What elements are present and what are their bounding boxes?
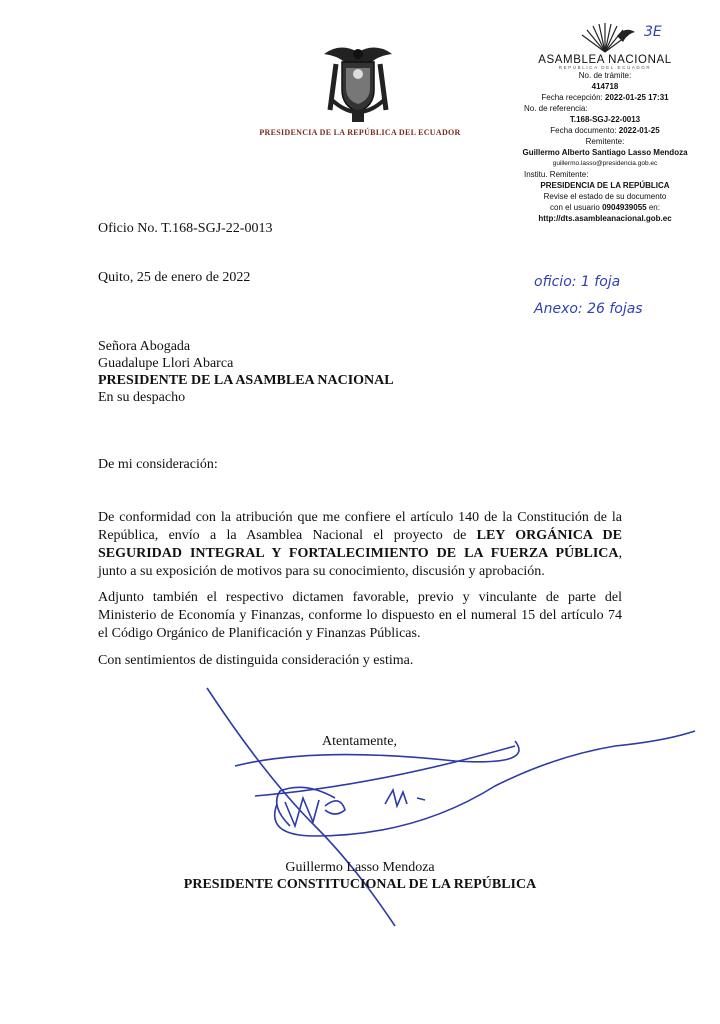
handwritten-anexo: Anexo: 26 fojas <box>534 301 643 317</box>
check-url[interactable]: http://dts.asambleanacional.gob.ec <box>538 214 672 223</box>
tramite-label: No. de trámite: <box>578 71 632 80</box>
reception-stamp <box>510 20 700 224</box>
paragraph-2: Adjunto también el respectivo dictamen favorable, previo y vinculante de parte del Ministerio de Economía y Finanzas, conforme lo dispuesto en el numeral 15 del artículo 74 el Código Orgánico de Planificación y Finanzas Públicas. <box>98 590 622 641</box>
handwritten-oficio: oficio: 1 foja <box>534 274 621 290</box>
law-title: LEY ORGÁNICA DE SEGURIDAD INTEGRAL Y FORTALECIMIENTO DE LA FUERZA PÚBLICA <box>98 528 622 561</box>
stamp-corner-mark: 3E <box>644 24 662 40</box>
check-suffix: en: <box>648 203 660 212</box>
asamblea-subtitle: REPÚBLICA DEL ECUADOR <box>558 65 652 70</box>
check-line-2 <box>510 202 700 213</box>
remitente-email: guillermo.lasso@presidencia.gob.ec <box>552 160 658 167</box>
referencia-label: No. de referencia: <box>524 104 588 113</box>
p1-text-start: De conformidad con la atribución que me confiere el artículo 140 de la Constitución de la República, envío a la Asamblea Nacional el proyecto de <box>98 510 622 543</box>
place-date: Quito, 25 de enero de 2022 <box>98 270 251 285</box>
p1-text-end: , junto a su exposición de motivos para su conocimiento, discusión y aprobación. <box>98 546 622 579</box>
signer-block <box>0 859 720 894</box>
institucion-value: PRESIDENCIA DE LA REPÚBLICA <box>540 181 670 190</box>
closing-line: Con sentimientos de distinguida consideración y estima. <box>98 653 414 668</box>
fecha-recepcion-label: Fecha recepción: <box>541 93 603 102</box>
check-user: 0904939055 <box>602 203 647 212</box>
greeting: De mi consideración: <box>98 457 218 472</box>
fecha-recepcion <box>510 92 700 103</box>
remitente-value: Guillermo Alberto Santiago Lasso Mendoza <box>522 148 688 157</box>
check-prefix: con el usuario <box>550 203 600 212</box>
fecha-documento-value: 2022-01-25 <box>618 126 660 135</box>
sign-off: Atentamente, <box>322 734 398 749</box>
addressee-salutation: Señora Abogada <box>98 339 191 354</box>
fecha-documento-label: Fecha documento: <box>550 126 617 135</box>
fecha-documento <box>510 125 700 136</box>
institucion-label: Institu. Remitente: <box>524 170 589 179</box>
referencia-value: T.168-SGJ-22-0013 <box>569 115 641 124</box>
signer-title: PRESIDENTE CONSTITUCIONAL DE LA REPÚBLICA <box>183 877 537 892</box>
asamblea-logo <box>565 20 645 54</box>
paragraph-1 <box>98 509 622 581</box>
addressee-location: En su despacho <box>98 390 186 405</box>
signature-scribble <box>195 686 715 936</box>
check-line-1: Revise el estado de su documento <box>543 192 667 201</box>
presidency-header: PRESIDENCIA DE LA REPÚBLICA DEL ECUADOR <box>259 128 461 137</box>
tramite-value: 414718 <box>591 82 619 91</box>
asamblea-brand: ASAMBLEA NACIONAL <box>538 54 672 66</box>
addressee-name: Guadalupe Llori Abarca <box>98 356 234 371</box>
signer-name: Guillermo Lasso Mendoza <box>285 860 435 875</box>
addressee-block <box>98 338 394 406</box>
addressee-title: PRESIDENTE DE LA ASAMBLEA NACIONAL <box>98 373 394 388</box>
oficio-number: Oficio No. T.168-SGJ-22-0013 <box>98 221 273 236</box>
coat-of-arms-seal <box>318 40 398 126</box>
fecha-recepcion-value: 2022-01-25 17:31 <box>605 93 669 102</box>
remitente-label: Remitente: <box>585 137 625 146</box>
